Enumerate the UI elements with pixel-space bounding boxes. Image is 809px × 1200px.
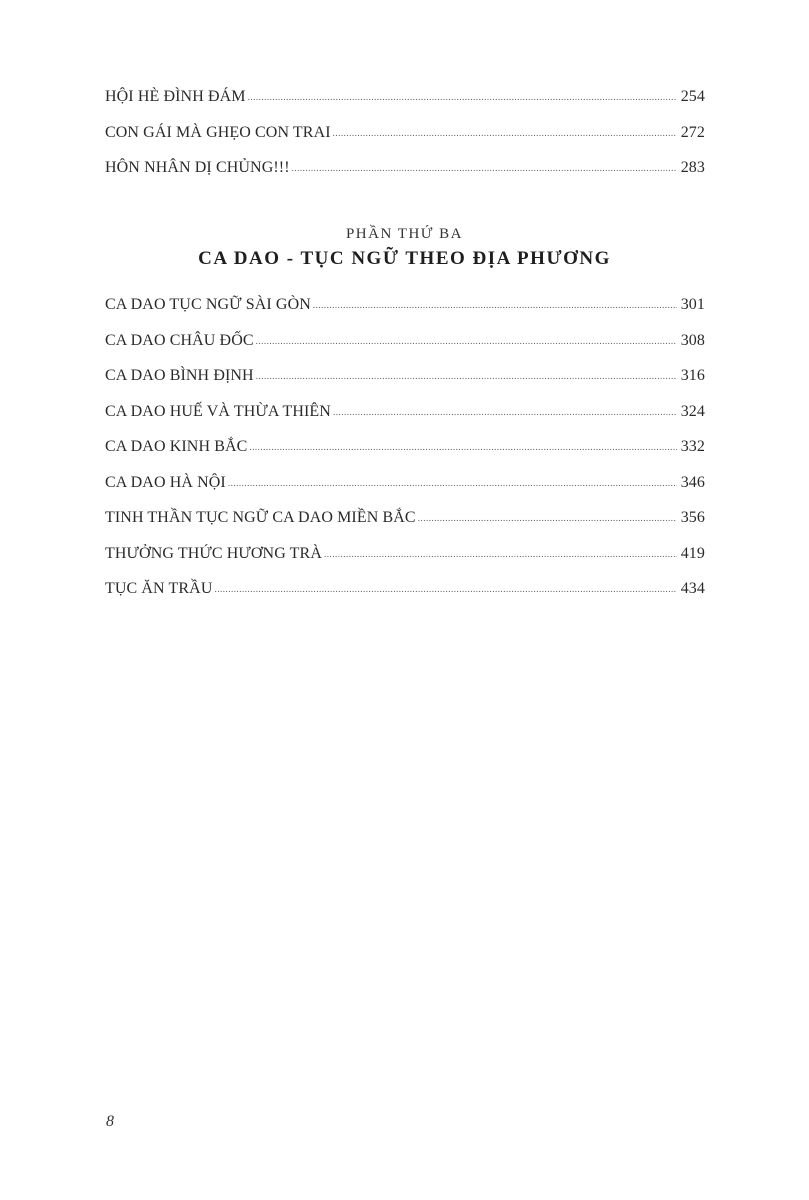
toc-leader-dots — [292, 163, 677, 173]
toc-entry-page: 283 — [680, 159, 705, 176]
toc-entry-page: 301 — [680, 296, 705, 313]
toc-entry-page: 324 — [680, 402, 705, 420]
toc-entry — [105, 332, 705, 368]
toc-entry-page: 356 — [680, 509, 705, 526]
toc-leader-dots — [333, 128, 677, 138]
toc-entry-title: HÔN NHÂN DỊ CHỦNG!!! — [105, 159, 290, 176]
toc-entry — [105, 403, 705, 439]
toc-entry-title: CA DAO TỤC NGỮ SÀI GÒN — [105, 296, 311, 313]
part-title: CA DAO - TỤC NGỮ THEO ĐỊA PHƯƠNG — [198, 248, 611, 269]
toc-entry — [105, 367, 705, 403]
toc-leader-dots — [256, 371, 677, 381]
toc-leader-dots — [214, 584, 676, 594]
toc-entry — [105, 509, 705, 545]
toc-entry — [105, 88, 705, 124]
toc-entry-title: CON GÁI MÀ GHẸO CON TRAI — [105, 123, 331, 141]
toc-entry — [105, 474, 705, 510]
toc-leader-dots — [418, 513, 677, 523]
toc-entry-title: CA DAO HUẾ VÀ THỪA THIÊN — [105, 402, 331, 420]
toc-entry-title: TINH THẦN TỤC NGỮ CA DAO MIỀN BẮC — [105, 509, 416, 526]
toc-entry-title: CA DAO CHÂU ĐỐC — [105, 331, 254, 349]
toc-entry — [105, 124, 705, 160]
toc-entry — [105, 545, 705, 581]
toc-leader-dots — [248, 92, 677, 102]
toc-leader-dots — [256, 336, 677, 346]
toc-entry-title: THƯỞNG THỨC HƯƠNG TRÀ — [105, 544, 322, 562]
toc-entry-page: 346 — [680, 473, 705, 491]
toc-leader-dots — [313, 300, 677, 310]
toc-entry-page: 272 — [680, 123, 705, 141]
toc-entry-title: CA DAO BÌNH ĐỊNH — [105, 367, 254, 384]
toc-entry — [105, 159, 705, 195]
toc-entry-page: 254 — [680, 88, 705, 105]
toc-leader-dots — [249, 442, 676, 452]
toc-entry — [105, 296, 705, 332]
page-number: 8 — [106, 1113, 114, 1130]
toc-entry-page: 434 — [680, 580, 705, 597]
toc-list-part3 — [105, 296, 705, 616]
toc-list-continued — [105, 88, 705, 195]
toc-entry-page: 308 — [680, 331, 705, 349]
toc-entry-title: CA DAO HÀ NỘI — [105, 473, 226, 491]
toc-entry — [105, 438, 705, 474]
toc-entry-title: CA DAO KINH BẮC — [105, 438, 248, 455]
toc-entry-title: HỘI HÈ ĐÌNH ĐÁM — [105, 88, 246, 105]
toc-entry-page: 332 — [680, 438, 705, 455]
toc-entry-page: 419 — [680, 544, 705, 562]
toc-entry-title: TỤC ĂN TRẦU — [105, 580, 213, 597]
part-label: PHẦN THỨ BA — [345, 226, 464, 242]
toc-leader-dots — [324, 549, 677, 559]
toc-entry-page: 316 — [680, 367, 705, 384]
toc-leader-dots — [333, 407, 677, 417]
toc-leader-dots — [228, 478, 677, 488]
toc-entry — [105, 580, 705, 616]
